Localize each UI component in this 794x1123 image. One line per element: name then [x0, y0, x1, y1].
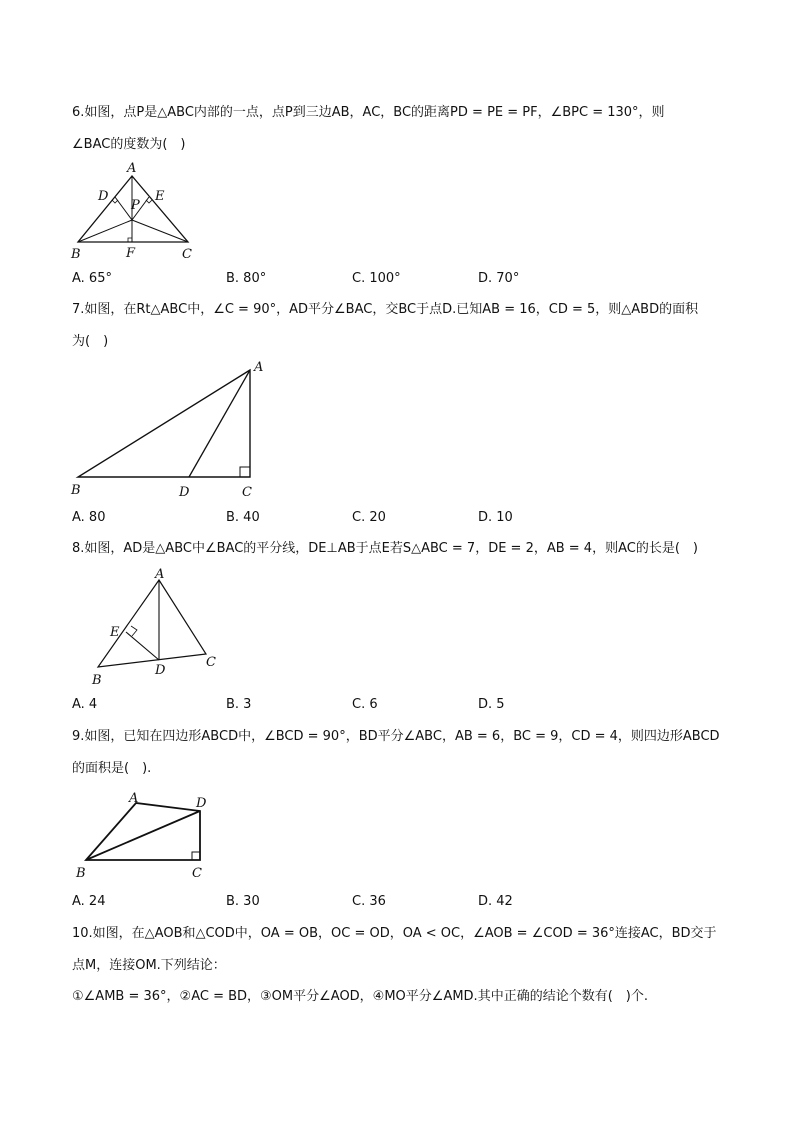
q9-option-d[interactable]: D. 42 — [478, 894, 513, 909]
q6-stem-line1: 6.如图，点P是△ABC内部的一点，点P到三边AB，AC，BC的距离PD = PE = PF，∠BPC = 130°，则 — [72, 105, 665, 120]
q8-segment-de — [126, 632, 159, 660]
q6-option-b[interactable]: B. 80° — [226, 271, 267, 286]
q7-triangle-abc — [78, 370, 250, 477]
q8-label-a: A — [155, 567, 165, 582]
q10-stem-line3: ①∠AMB = 36°，②AC = BD，③OM平分∠AOD，④MO平分∠AMD.其中正确的结论个数有( )个. — [72, 989, 648, 1004]
q6-label-c: C — [182, 247, 192, 262]
q10-stem-line2: 点M，连接OM.下列结论： — [72, 958, 226, 973]
q8-label-e: E — [110, 625, 120, 640]
q6-option-d[interactable]: D. 70° — [478, 271, 520, 286]
q8-figure — [88, 566, 228, 688]
q6-figure — [70, 160, 210, 265]
q6-stem-line2: ∠BAC的度数为( ) — [72, 137, 186, 152]
q8-option-d[interactable]: D. 5 — [478, 697, 505, 712]
q8-option-a[interactable]: A. 4 — [72, 697, 98, 712]
q9-option-a[interactable]: A. 24 — [72, 894, 106, 909]
q9-label-d: D — [196, 796, 207, 811]
q6-segment-bp — [78, 220, 132, 242]
q9-stem-line1: 9.如图，已知在四边形ABCD中，∠BCD = 90°，BD平分∠ABC，AB = 6，BC = 9，CD = 4，则四边形ABCD — [72, 729, 720, 744]
q7-label-a: A — [254, 360, 264, 375]
q7-option-a[interactable]: A. 80 — [72, 510, 106, 525]
q7-right-angle-c — [240, 467, 250, 477]
q9-diagonal-bd — [86, 811, 200, 860]
q9-figure — [72, 786, 222, 881]
q7-option-c[interactable]: C. 20 — [352, 510, 386, 525]
q6-label-f: F — [126, 246, 136, 261]
q9-quad-abcd — [86, 803, 200, 860]
q9-label-a: A — [129, 791, 139, 806]
q7-label-b: B — [71, 483, 81, 498]
q6-right-angle-d — [112, 200, 118, 203]
q9-label-b: B — [76, 866, 86, 881]
q9-option-b[interactable]: B. 30 — [226, 894, 260, 909]
q9-right-angle-c — [192, 852, 200, 860]
q8-right-angle-e — [131, 626, 137, 636]
q9-label-c: C — [192, 866, 202, 881]
q6-label-p: P — [131, 198, 140, 213]
q7-option-d[interactable]: D. 10 — [478, 510, 513, 525]
q8-label-c: C — [206, 655, 216, 670]
q6-label-e: E — [155, 189, 165, 204]
q6-option-c[interactable]: C. 100° — [352, 271, 401, 286]
q6-label-b: B — [71, 247, 81, 262]
q6-option-a[interactable]: A. 65° — [72, 271, 112, 286]
q7-stem-line1: 7.如图，在Rt△ABC中，∠C = 90°，AD平分∠BAC，交BC于点D.已知AB = 16，CD = 5，则△ABD的面积 — [72, 302, 699, 317]
q8-label-d: D — [155, 663, 166, 678]
q6-segment-cp — [132, 220, 188, 242]
q7-stem-line2: 为( ) — [72, 334, 109, 349]
q6-label-d: D — [98, 189, 109, 204]
q10-stem-line1: 10.如图，在△AOB和△COD中，OA = OB，OC = OD，OA < OC，∠AOB = ∠COD = 36°连接AC，BD交于 — [72, 926, 717, 941]
q9-stem-line2: 的面积是( ). — [72, 761, 152, 776]
q7-label-d: D — [179, 485, 190, 500]
q8-label-b: B — [92, 673, 102, 688]
q7-option-b[interactable]: B. 40 — [226, 510, 260, 525]
q9-option-c[interactable]: C. 36 — [352, 894, 386, 909]
q7-segment-ad — [189, 370, 250, 477]
q8-option-b[interactable]: B. 3 — [226, 697, 252, 712]
q6-label-a: A — [127, 161, 137, 176]
q8-option-c[interactable]: C. 6 — [352, 697, 378, 712]
q8-stem-line1: 8.如图，AD是△ABC中∠BAC的平分线，DE⊥AB于点E若S△ABC = 7，DE = 2，AB = 4，则AC的长是( ) — [72, 541, 698, 556]
q7-label-c: C — [242, 485, 252, 500]
q7-figure — [66, 356, 276, 501]
q6-right-angle-e — [146, 200, 152, 203]
